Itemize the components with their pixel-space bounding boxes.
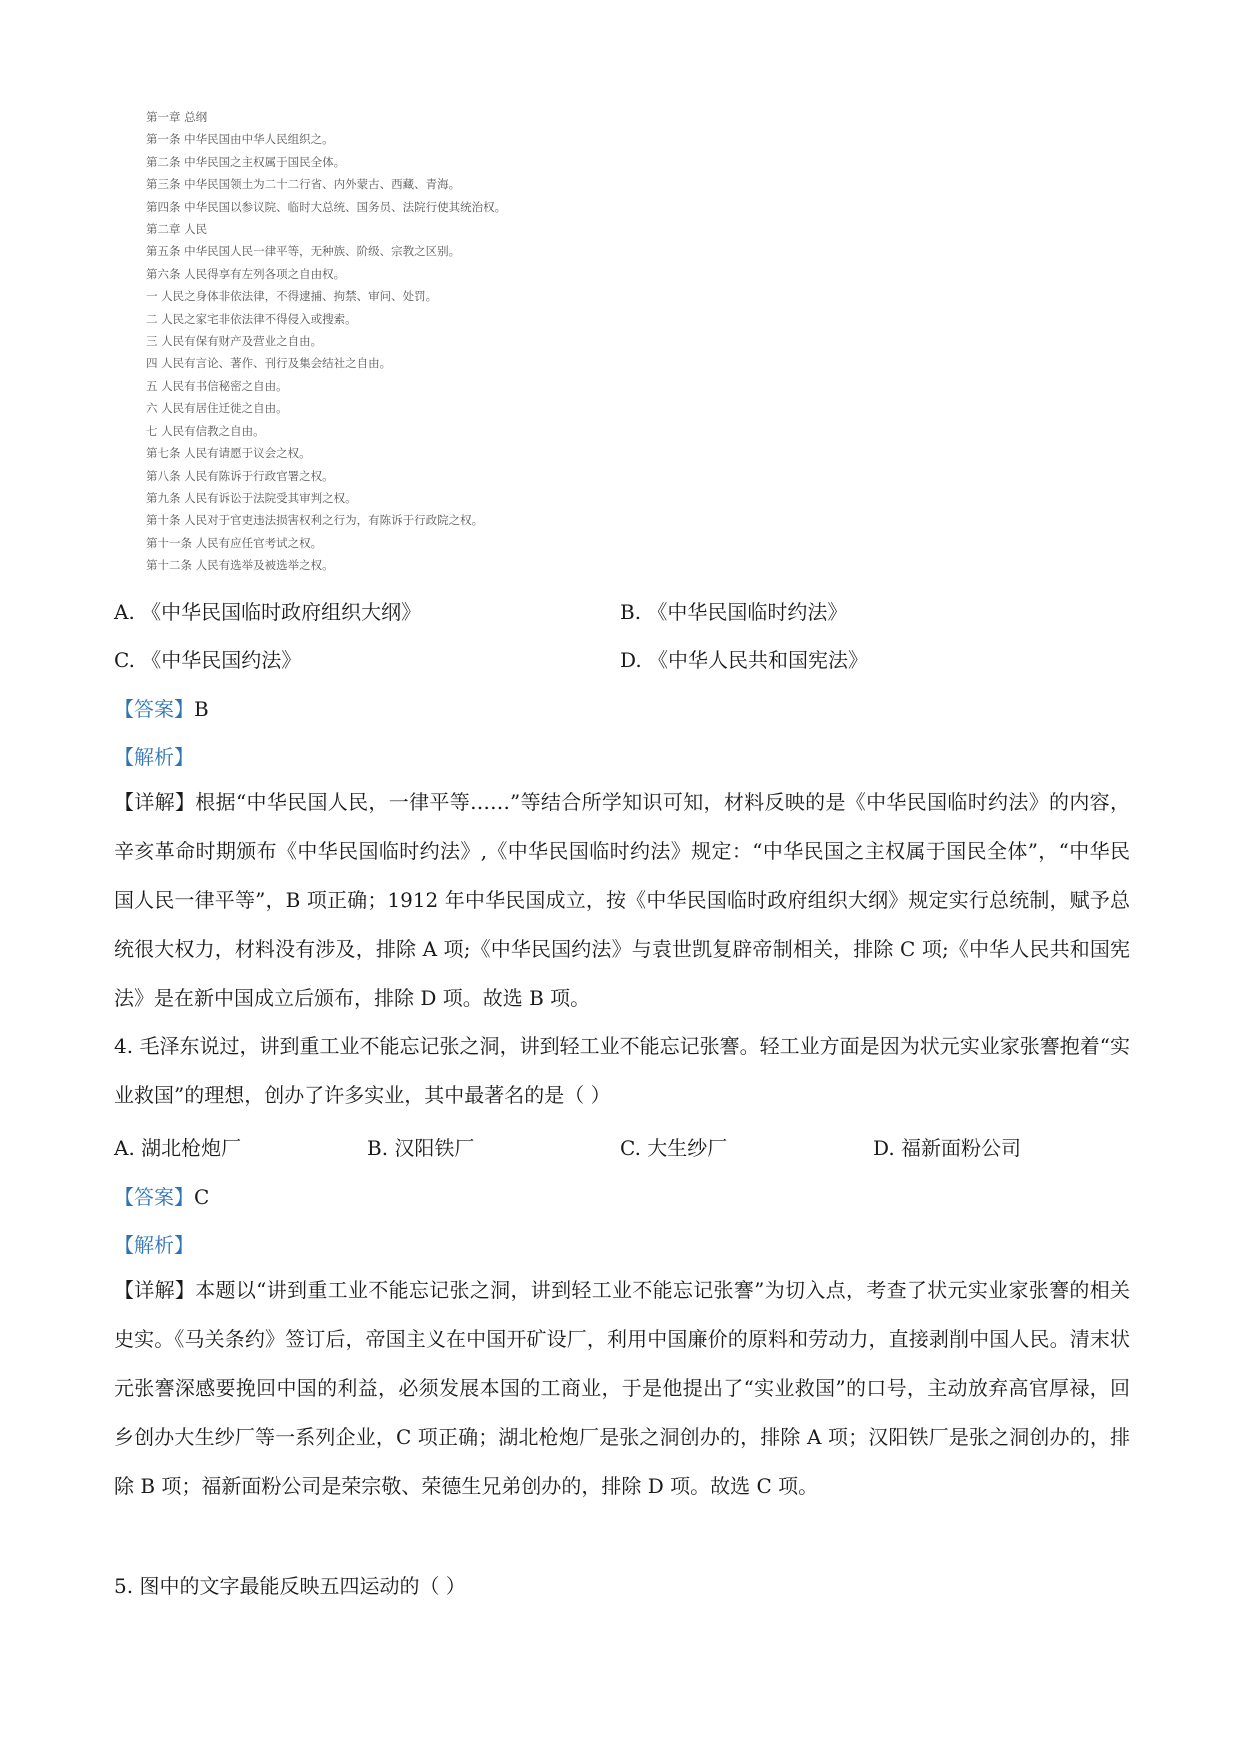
q3-answer [114, 693, 209, 722]
q3-detail [114, 778, 1130, 1023]
excerpt-line: 第一章 总纲 [146, 110, 208, 124]
detail-label: 【详解】 [114, 1278, 196, 1302]
answer-label: 【答案】 [114, 697, 194, 721]
q4-analysis-label [114, 1229, 194, 1258]
answer-value: B [194, 697, 209, 721]
excerpt-line: 第五条 中华民国人民一律平等，无种族、阶级、宗教之区别。 [146, 244, 461, 259]
excerpt-line: 第三条 中华民国领土为二十二行省、内外蒙古、西藏、青海。 [146, 177, 461, 192]
excerpt-line: 一 人民之身体非依法律，不得逮捕、拘禁、审问、处罚。 [146, 289, 438, 304]
detail-label: 【详解】 [114, 790, 196, 814]
excerpt-line: 第一条 中华民国由中华人民组织之。 [146, 132, 334, 147]
q4-answer [114, 1181, 209, 1210]
q4-option-a: A. 湖北枪炮厂 [114, 1136, 242, 1160]
answer-value: C [194, 1185, 210, 1209]
excerpt-line: 七 人民有信教之自由。 [146, 423, 265, 438]
q4-detail [114, 1266, 1130, 1511]
q4-option-b: B. 汉阳铁厂 [367, 1136, 475, 1160]
q4-option-c: C. 大生纱厂 [620, 1136, 728, 1160]
excerpt-line: 第六条 人民得享有左列各项之自由权。 [146, 266, 346, 281]
excerpt-line: 第七条 人民有请愿于议会之权。 [146, 446, 311, 461]
analysis-label: 【解析】 [114, 1233, 194, 1257]
excerpt-line: 第十一条 人民有应任官考试之权。 [146, 535, 323, 550]
detail-text: 根据“中华民国人民，一律平等……”等结合所学知识可知，材料反映的是《中华民国临时约法》的内容，辛亥革命时期颁布《中华民国临时约法》,《中华民国临时约法》规定：“中华民国之主权属于国民全体”，“中华民国人民一律平等”，B 项正确；1912 年中华民国成立，按《中华民国临时政府组织大纲》规定实行总统制，赋予总统很大权力，材料没有涉及，排除 A 项;《中华民国约法》与袁世凯复辟帝制相关，排除 C 项;《中华人民共和国宪法》是在新中国成立后颁布，排除 D 项。故选 B 项。 [114, 790, 1130, 1010]
excerpt-line: 三 人民有保有财产及营业之自由。 [146, 334, 323, 349]
q4-stem: 4. 毛泽东说过，讲到重工业不能忘记张之洞，讲到轻工业不能忘记张謇。轻工业方面是因为状元实业家张謇抱着“实业救国”的理想，创办了许多实业，其中最著名的是（ ） [114, 1034, 1130, 1107]
excerpt-line: 五 人民有书信秘密之自由。 [146, 378, 288, 393]
excerpt-line: 第九条 人民有诉讼于法院受其审判之权。 [146, 490, 357, 505]
detail-text: 本题以“讲到重工业不能忘记张之洞，讲到轻工业不能忘记张謇”为切入点，考查了状元实业家张謇的相关史实。《马关条约》签订后，帝国主义在中国开矿设厂，利用中国廉价的原料和劳动力，直接剥削中国人民。清末状元张謇深感要挽回中国的利益，必须发展本国的工商业，于是他提出了“实业救国”的口号，主动放弃高官厚禄，回乡创办大生纱厂等一系列企业，C 项正确；湖北枪炮厂是张之洞创办的，排除 A 项；汉阳铁厂是张之洞创办的，排除 B 项；福新面粉公司是荣宗敬、荣德生兄弟创办的，排除 D 项。故选 C 项。 [114, 1278, 1131, 1498]
q3-option-b: B. 《中华民国临时约法》 [620, 600, 848, 624]
q3-option-d: D. 《中华人民共和国宪法》 [620, 648, 869, 672]
excerpt-line: 第十条 人民对于官吏违法损害权利之行为，有陈诉于行政院之权。 [146, 513, 484, 528]
excerpt-line: 二 人民之家宅非依法律不得侵入或搜索。 [146, 311, 357, 326]
q3-option-c: C. 《中华民国约法》 [114, 648, 302, 672]
excerpt-line: 四 人民有言论、著作、刊行及集会结社之自由。 [146, 356, 392, 371]
q3-option-a: A. 《中华民国临时政府组织大纲》 [114, 600, 422, 624]
excerpt-line: 第十二条 人民有选举及被选举之权。 [146, 558, 334, 573]
excerpt-line: 第四条 中华民国以参议院、临时大总统、国务员、法院行使其统治权。 [146, 199, 507, 214]
excerpt-line: 第二条 中华民国之主权属于国民全体。 [146, 154, 346, 169]
excerpt-line: 六 人民有居住迁徙之自由。 [146, 401, 288, 416]
q4-option-d: D. 福新面粉公司 [873, 1136, 1022, 1160]
analysis-label: 【解析】 [114, 745, 194, 769]
q3-analysis-label [114, 741, 194, 770]
constitution-excerpt-image [146, 106, 706, 577]
q5-stem: 5. 图中的文字最能反映五四运动的（ ） [114, 1574, 466, 1598]
excerpt-line: 第二章 人民 [146, 222, 208, 237]
excerpt-line: 第八条 人民有陈诉于行政官署之权。 [146, 468, 334, 483]
answer-label: 【答案】 [114, 1185, 194, 1209]
